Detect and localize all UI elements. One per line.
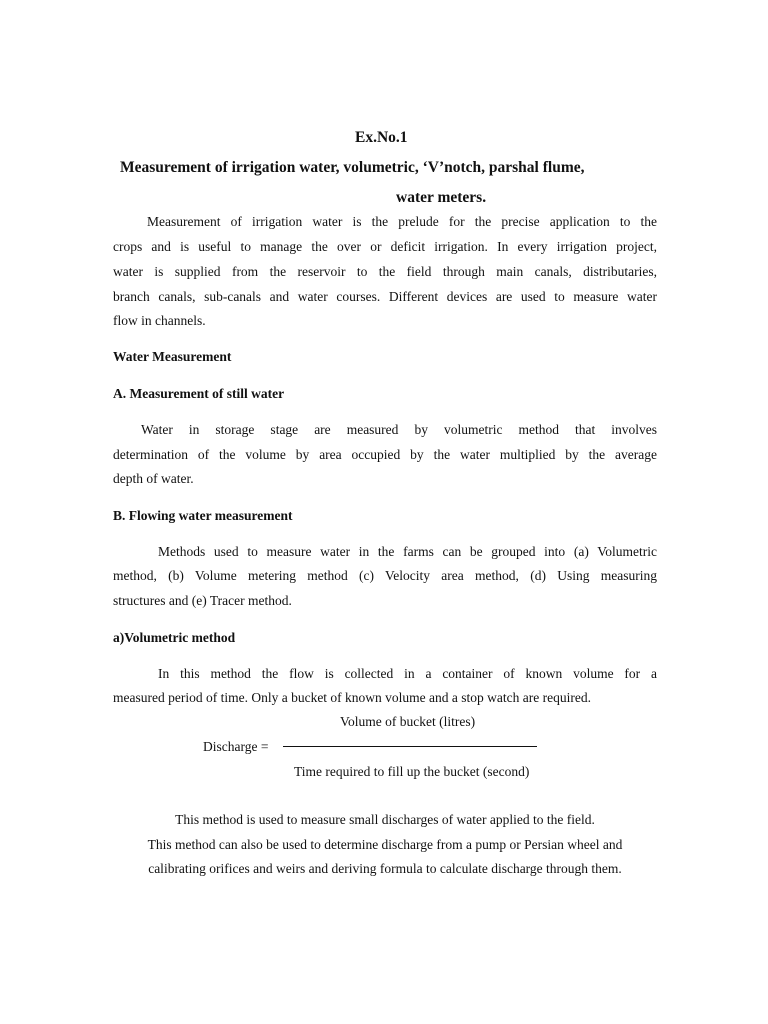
formula-denominator: Time required to fill up the bucket (second)	[294, 764, 530, 779]
closing-line-2: This method can also be used to determine discharge from a pump or Persian wheel and	[147, 837, 623, 852]
flowing-water-line-3: structures and (e) Tracer method.	[113, 593, 292, 608]
section-heading-flowing-water: B. Flowing water measurement	[113, 508, 293, 523]
page-title-line-1: Measurement of irrigation water, volumetric, ‘V’notch, parshal flume,	[120, 159, 585, 176]
intro-line-2: crops and is useful to manage the over or deficit irrigation. In every irrigation project,	[113, 239, 657, 254]
still-water-line-1: Water in storage stage are measured by volumetric method that involves	[141, 422, 657, 437]
section-heading-volumetric-method: a)Volumetric method	[113, 630, 236, 645]
section-heading-water-measurement: Water Measurement	[113, 349, 232, 364]
volumetric-line-2: measured period of time. Only a bucket of known volume and a stop watch are required.	[113, 690, 591, 705]
intro-line-1: Measurement of irrigation water is the prelude for the precise application to the	[147, 214, 657, 229]
closing-line-3: calibrating orifices and weirs and deriving formula to calculate discharge through them.	[148, 861, 622, 876]
intro-line-3: water is supplied from the reservoir to the field through main canals, distributaries,	[113, 264, 657, 279]
exercise-number: Ex.No.1	[355, 129, 408, 146]
formula-numerator: Volume of bucket (litres)	[340, 714, 476, 729]
intro-line-5: flow in channels.	[113, 313, 206, 328]
volumetric-line-1: In this method the flow is collected in a container of known volume for a	[158, 666, 657, 681]
formula-fraction-bar	[283, 746, 537, 747]
flowing-water-line-2: method, (b) Volume metering method (c) Velocity area method, (d) Using measuring	[113, 568, 657, 583]
still-water-line-3: depth of water.	[113, 471, 194, 486]
intro-line-4: branch canals, sub-canals and water courses. Different devices are used to measure water	[113, 289, 657, 304]
closing-line-1: This method is used to measure small discharges of water applied to the field.	[175, 812, 595, 827]
flowing-water-line-1: Methods used to measure water in the farms can be grouped into (a) Volumetric	[158, 544, 657, 559]
page-title-line-2: water meters.	[396, 189, 487, 206]
still-water-line-2: determination of the volume by area occupied by the water multiplied by the average	[113, 447, 657, 462]
formula-lhs: Discharge =	[203, 739, 269, 754]
section-heading-still-water: A. Measurement of still water	[113, 386, 285, 401]
